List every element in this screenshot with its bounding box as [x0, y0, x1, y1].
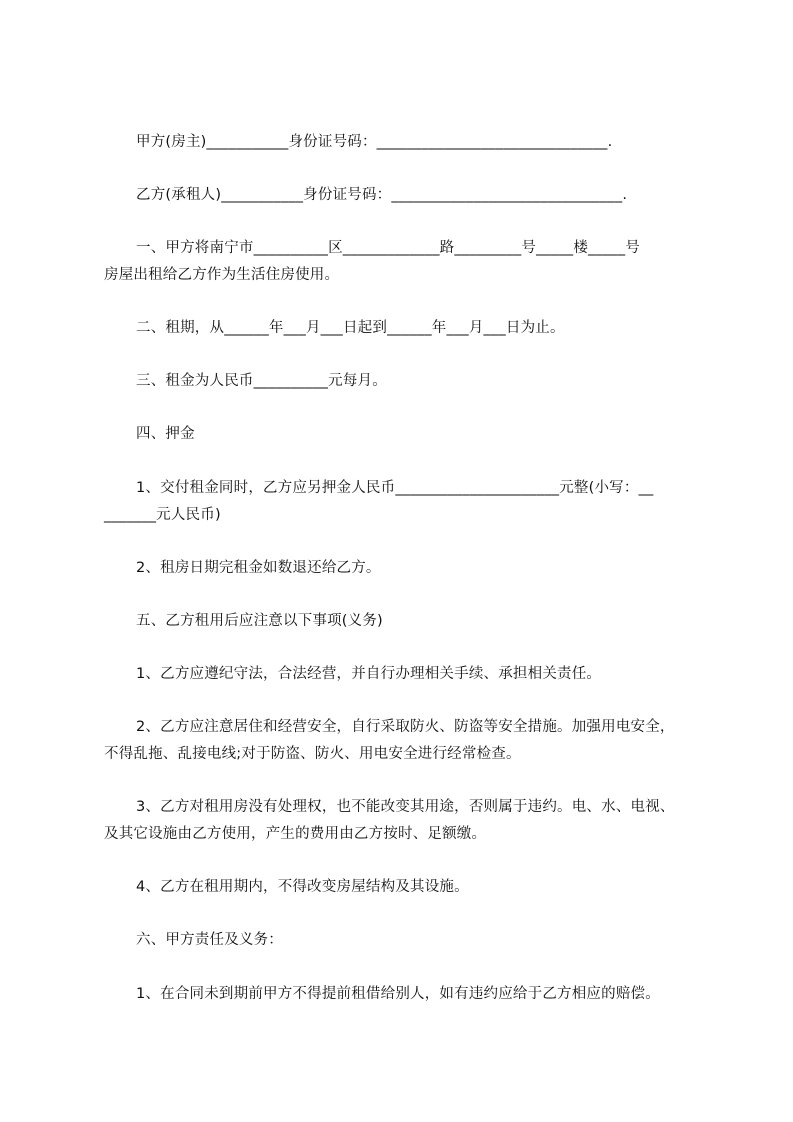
clause-5-item-3-line-1: 3、乙方对租用房没有处理权，也不能改变其用途，否则属于违约。电、水、电视、	[136, 799, 675, 815]
clause-5-item-2-line-2: 不得乱拖、乱接电线;对于防盗、防火、用电安全进行经常检查。	[104, 746, 521, 762]
clause-5-item-1: 1、乙方应遵纪守法，合法经营，并自行办理相关手续、承担相关责任。	[136, 666, 602, 682]
clause-6-title: 六、甲方责任及义务：	[136, 932, 283, 948]
clause-5-item-3-line-2: 及其它设施由乙方使用，产生的费用由乙方按时、足额缴。	[104, 826, 487, 842]
clause-4-item-1-line-1: 1、交付租金同时，乙方应另押金人民币______________________元整(小写：__	[136, 480, 654, 496]
clause-1-line-1: 一、甲方将南宁市__________区_____________路_________号_____楼_____号	[136, 240, 640, 256]
clause-4-item-2: 2、租房日期完租金如数退还给乙方。	[136, 560, 381, 576]
clause-3: 三、租金为人民币__________元每月。	[136, 373, 387, 389]
clause-5-title: 五、乙方租用后应注意以下事项(义务)	[136, 613, 383, 629]
clause-4-item-1-line-2: _______元人民币)	[104, 507, 221, 523]
clause-6-item-1: 1、在合同未到期前甲方不得提前租借给别人，如有违约应给于乙方相应的赔偿。	[136, 986, 660, 1002]
clause-2: 二、租期，从______年___月___日起到______年___月___日为止。	[136, 320, 565, 336]
party-a-line: 甲方(房主)___________身份证号码：_______________________________.	[136, 134, 613, 150]
clause-5-item-2-line-1: 2、乙方应注意居住和经营安全，自行采取防火、防盗等安全措施。加强用电安全，	[136, 719, 675, 735]
clause-1-line-2: 房屋出租给乙方作为生活住房使用。	[104, 267, 340, 283]
clause-4-title: 四、押金	[136, 426, 195, 442]
clause-5-item-4: 4、乙方在租用期内，不得改变房屋结构及其设施。	[136, 879, 469, 895]
party-b-line: 乙方(承租人)___________身份证号码：_______________________________.	[136, 187, 628, 203]
